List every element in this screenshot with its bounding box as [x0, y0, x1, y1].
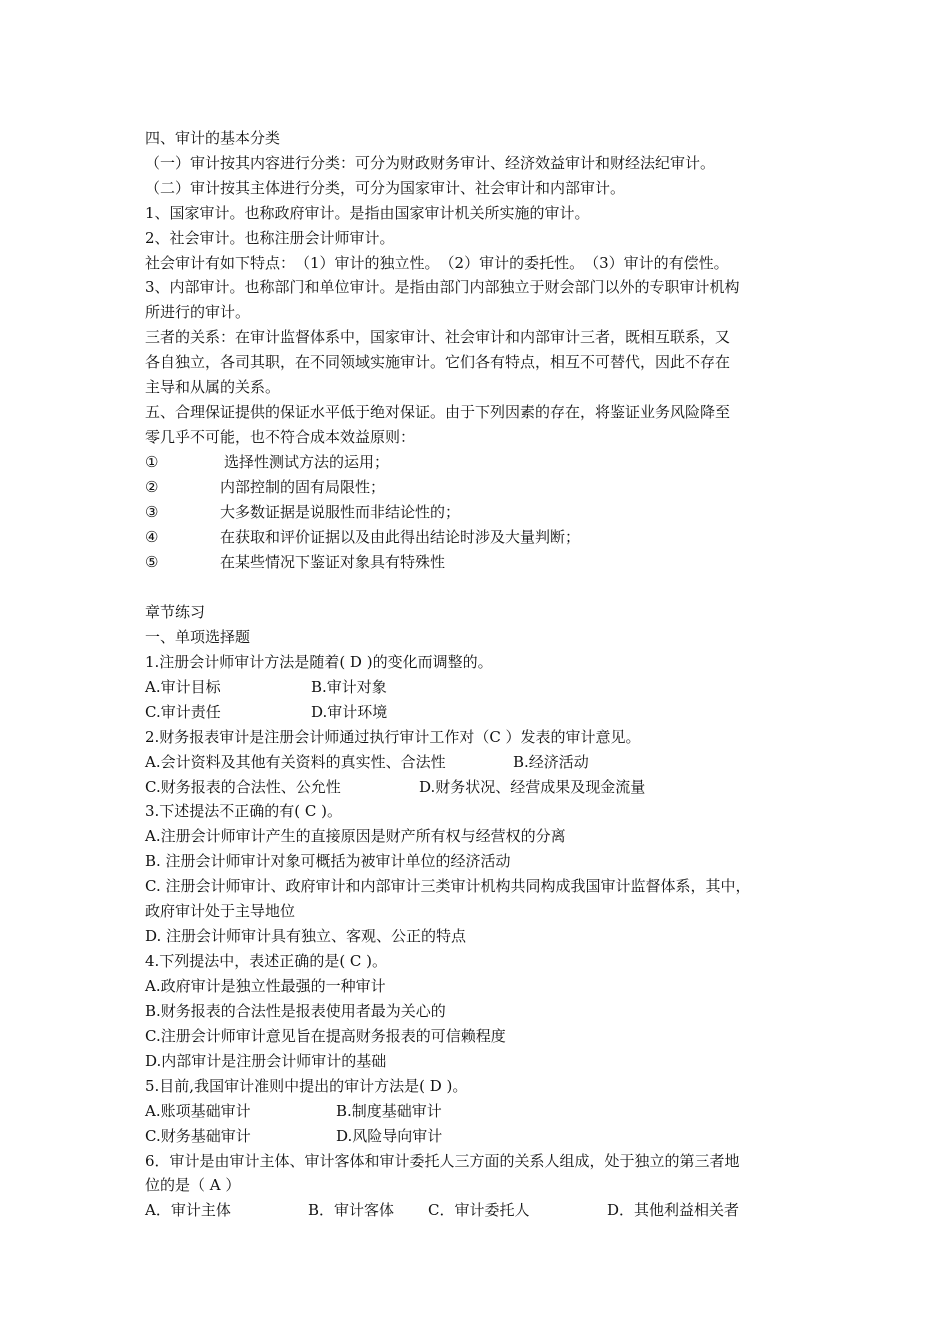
list-number: ②: [145, 478, 159, 496]
paragraph: 主导和从属的关系。: [145, 378, 281, 396]
paragraph: （一）审计按其内容进行分类：可分为财政财务审计、经济效益审计和财经法纪审计。: [145, 154, 716, 172]
question: 1.注册会计师审计方法是随着( D )的变化而调整的。: [145, 653, 493, 671]
paragraph: 三者的关系：在审计监督体系中，国家审计、社会审计和内部审计三者，既相互联系，又: [145, 328, 731, 346]
list-item: 大多数证据是说服性而非结论性的；: [220, 503, 461, 521]
section-heading: 四、审计的基本分类: [145, 129, 281, 147]
list-number: ④: [145, 528, 159, 546]
paragraph: （二）审计按其主体进行分类，可分为国家审计、社会审计和内部审计。: [145, 179, 626, 197]
paragraph: 1、国家审计。也称政府审计。是指由国家审计机关所实施的审计。: [145, 204, 590, 222]
option-c: C．审计委托人: [428, 1201, 530, 1219]
paragraph: 2、社会审计。也称注册会计师审计。: [145, 229, 395, 247]
list-number: ⑤: [145, 553, 159, 571]
list-item: 在获取和评价证据以及由此得出结论时涉及大量判断；: [220, 528, 581, 546]
option-a: A.账项基础审计: [145, 1102, 251, 1120]
option-d: D.财务状况、经营成果及现金流量: [419, 778, 646, 796]
option-c: C.审计责任: [145, 703, 221, 721]
question: 6．审计是由审计主体、审计客体和审计委托人三方面的关系人组成，处于独立的第三者地: [145, 1152, 740, 1170]
exercises-title: 章节练习: [145, 603, 206, 621]
paragraph: 3、内部审计。也称部门和单位审计。是指由部门内部独立于财会部门以外的专职审计机构: [145, 278, 740, 296]
question: 2.财务报表审计是注册会计师通过执行审计工作对（C ）发表的审计意见。: [145, 728, 641, 746]
option-b: B.经济活动: [513, 753, 589, 771]
option-d: D. 注册会计师审计具有独立、客观、公正的特点: [145, 927, 467, 945]
question-continued: 位的是（ A ）: [145, 1176, 241, 1194]
option-c: C. 注册会计师审计、政府审计和内部审计三类审计机构共同构成我国审计监督体系，其中，: [145, 877, 751, 895]
option-d: D.内部审计是注册会计师审计的基础: [145, 1052, 387, 1070]
option-a: A.注册会计师审计产生的直接原因是财产所有权与经营权的分离: [145, 827, 566, 845]
option-c: C.财务报表的合法性、公允性: [145, 778, 341, 796]
question: 3.下述提法不正确的有( C )。: [145, 802, 343, 820]
paragraph: 零几乎不可能，也不符合成本效益原则：: [145, 428, 416, 446]
paragraph: 所进行的审计。: [145, 303, 251, 321]
option-a: A.会计资料及其他有关资料的真实性、合法性: [145, 753, 446, 771]
option-b: B.制度基础审计: [336, 1102, 442, 1120]
paragraph: 五、合理保证提供的保证水平低于绝对保证。由于下列因素的存在，将鉴证业务风险降至: [145, 403, 731, 421]
option-c-continued: 政府审计处于主导地位: [145, 902, 296, 920]
option-d: D.风险导向审计: [336, 1127, 443, 1145]
option-d: D.审计环境: [311, 703, 388, 721]
option-c: C.注册会计师审计意见旨在提高财务报表的可信赖程度: [145, 1027, 506, 1045]
option-a: A.政府审计是独立性最强的一种审计: [145, 977, 386, 995]
option-b: B.审计对象: [311, 678, 387, 696]
option-b: B. 注册会计师审计对象可概括为被审计单位的经济活动: [145, 852, 511, 870]
exercises-subtitle: 一、单项选择题: [145, 628, 251, 646]
list-number: ①: [145, 453, 159, 471]
list-item: 在某些情况下鉴证对象具有特殊性: [220, 553, 446, 571]
question: 5.目前,我国审计准则中提出的审计方法是( D )。: [145, 1077, 468, 1095]
option-a: A.审计目标: [145, 678, 221, 696]
list-item: 内部控制的固有局限性；: [220, 478, 386, 496]
paragraph: 各自独立，各司其职，在不同领域实施审计。它们各有特点，相互不可替代，因此不存在: [145, 353, 731, 371]
list-item: 选择性测试方法的运用；: [224, 453, 390, 471]
list-number: ③: [145, 503, 159, 521]
option-b: B．审计客体: [308, 1201, 395, 1219]
paragraph: 社会审计有如下特点： （1）审计的独立性。 （2）审计的委托性。 （3）审计的有偿性。: [145, 254, 729, 272]
option-d: D．其他利益相关者: [607, 1201, 740, 1219]
option-c: C.财务基础审计: [145, 1127, 251, 1145]
question: 4.下列提法中，表述正确的是( C )。: [145, 952, 388, 970]
option-b: B.财务报表的合法性是报表使用者最为关心的: [145, 1002, 446, 1020]
option-a: A．审计主体: [145, 1201, 231, 1219]
